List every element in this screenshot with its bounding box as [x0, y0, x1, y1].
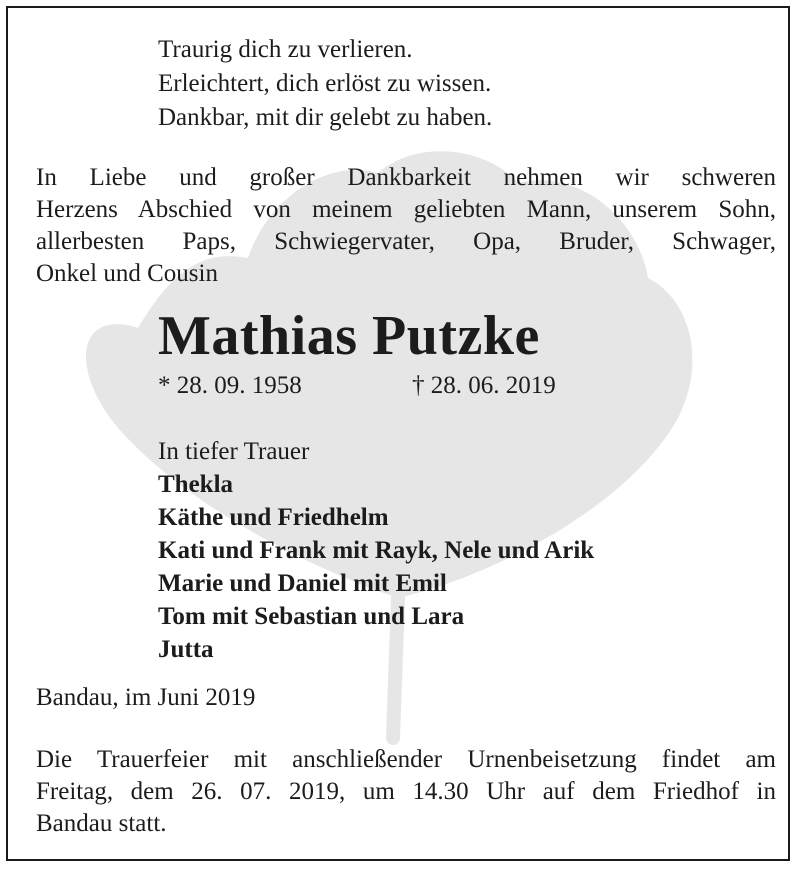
mourners-heading: In tiefer Trauer — [158, 438, 310, 465]
poem-line: Traurig dich zu verlieren. — [158, 36, 413, 63]
obituary-notice — [6, 6, 790, 861]
mourner-name: Jutta — [158, 636, 214, 663]
mourner-name: Thekla — [158, 471, 234, 498]
intro-line: In Liebe und großer Dankbarkeit nehmen wir schweren — [36, 164, 776, 191]
mourner-name: Marie und Daniel mit Emil — [158, 570, 447, 597]
death-date: † 28. 06. 2019 — [412, 372, 556, 399]
place-date: Bandau, im Juni 2019 — [36, 684, 256, 711]
birth-date: * 28. 09. 1958 — [158, 372, 302, 399]
mourner-name: Tom mit Sebastian und Lara — [158, 603, 465, 630]
poem-line: Erleichtert, dich erlöst zu wissen. — [158, 70, 492, 97]
ceremony-line: Freitag, dem 26. 07. 2019, um 14.30 Uhr auf dem Friedhof in — [36, 778, 776, 805]
deceased-name: Mathias Putzke — [158, 305, 540, 367]
ceremony-line: Die Trauerfeier mit anschließender Urnenbeisetzung findet am — [36, 746, 776, 773]
ceremony-line: Bandau statt. — [36, 810, 167, 837]
mourner-name: Käthe und Friedhelm — [158, 504, 389, 531]
intro-line: Herzens Abschied von meinem geliebten Mann, unserem Sohn, — [36, 196, 776, 223]
mourner-name: Kati und Frank mit Rayk, Nele und Arik — [158, 537, 595, 564]
poem-line: Dankbar, mit dir gelebt zu haben. — [158, 104, 493, 131]
intro-line: allerbesten Paps, Schwiegervater, Opa, Bruder, Schwager, — [36, 228, 776, 255]
intro-line: Onkel und Cousin — [36, 260, 218, 287]
